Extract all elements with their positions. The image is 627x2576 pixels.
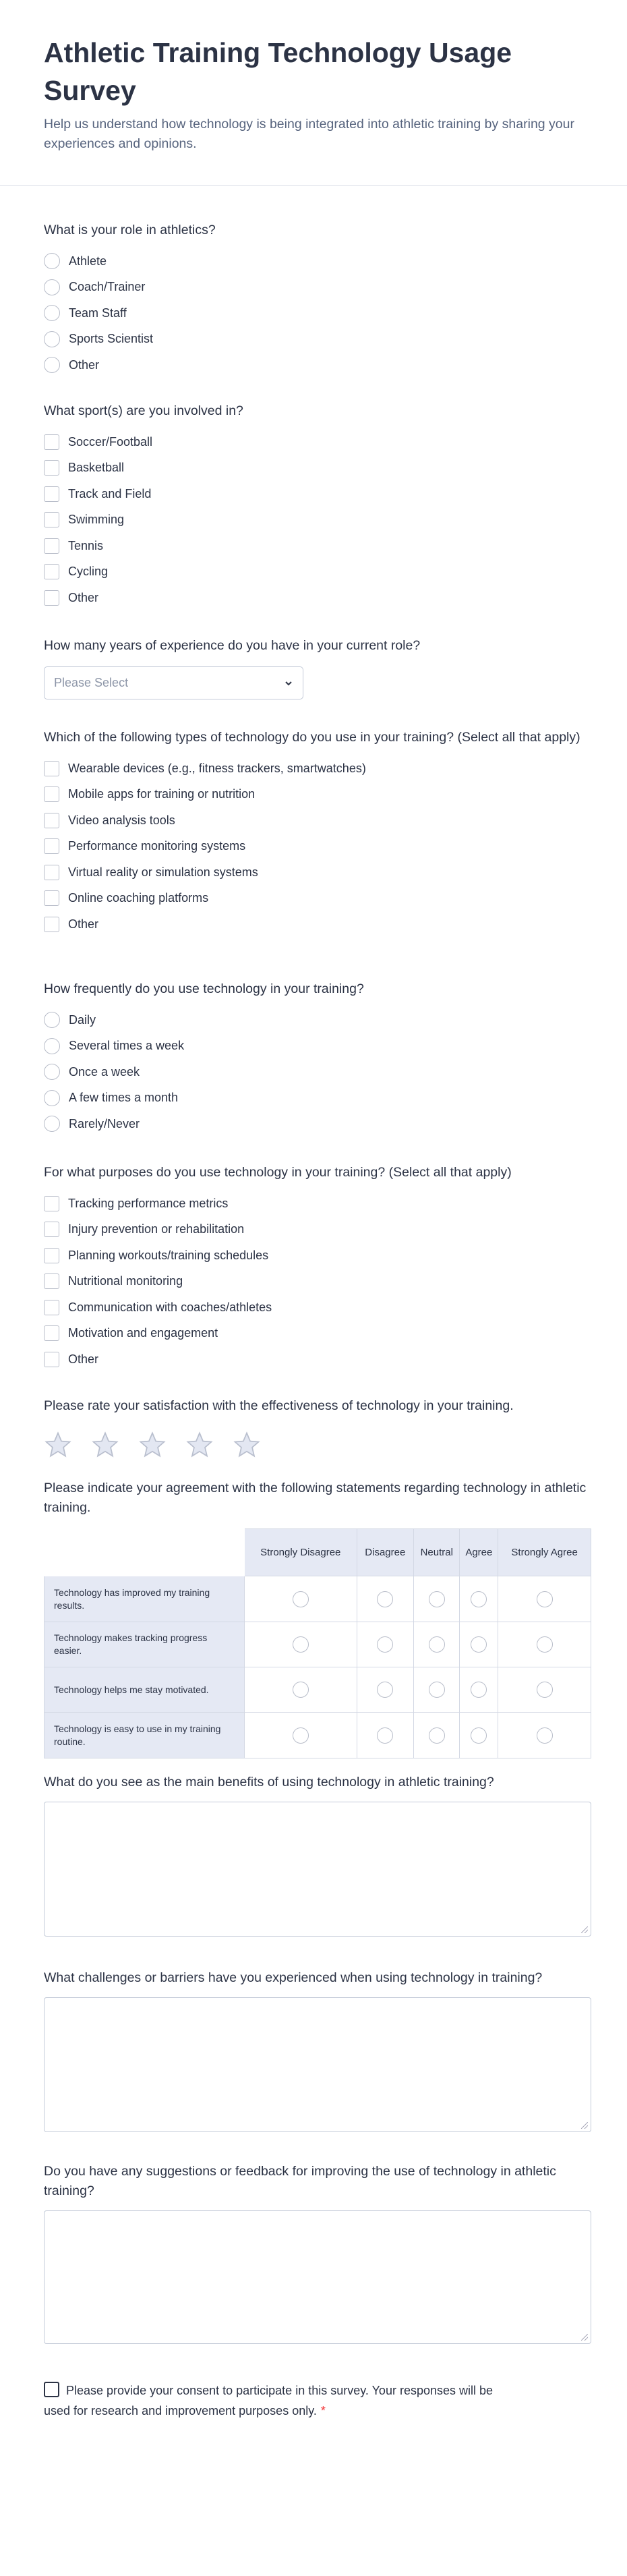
matrix-row-label: Technology helps me stay motivated.: [44, 1667, 245, 1713]
radio-button[interactable]: [537, 1591, 553, 1607]
question-label: Please rate your satisfaction with the effectiveness of technology in your training.: [44, 1398, 514, 1413]
matrix-cell[interactable]: [414, 1713, 460, 1758]
question-suggestions: [44, 2162, 591, 2344]
star-icon[interactable]: [44, 1431, 72, 1459]
radio-button[interactable]: [377, 1682, 393, 1698]
option-item[interactable]: [44, 782, 591, 808]
radio-button[interactable]: [377, 1591, 393, 1607]
option-item[interactable]: [44, 533, 591, 559]
option-label: Team Staff: [69, 306, 127, 320]
radio-button[interactable]: [44, 1090, 60, 1106]
radio-button[interactable]: [44, 1064, 60, 1080]
matrix-row: [44, 1622, 591, 1667]
matrix-cell[interactable]: [414, 1667, 460, 1713]
option-item[interactable]: [44, 859, 591, 886]
matrix-cell[interactable]: [460, 1622, 498, 1667]
matrix-row-label: Technology makes tracking progress easier.: [44, 1622, 245, 1667]
consent-checkbox[interactable]: [44, 2382, 59, 2397]
option-label: Tracking performance metrics: [68, 1196, 229, 1210]
star-icon[interactable]: [233, 1431, 261, 1459]
suggestions-textarea[interactable]: [44, 2210, 591, 2344]
matrix-cell[interactable]: [414, 1622, 460, 1667]
option-item[interactable]: [44, 585, 591, 611]
option-item[interactable]: [44, 429, 591, 455]
checkbox[interactable]: [44, 1325, 59, 1341]
question-label: Please indicate your agreement with the following statements regarding technology in athletic training.: [44, 1481, 587, 1515]
option-label: Injury prevention or rehabilitation: [68, 1222, 245, 1236]
option-label: Several times a week: [69, 1039, 185, 1053]
checkbox[interactable]: [44, 590, 59, 606]
checkbox[interactable]: [44, 1352, 59, 1367]
checkbox[interactable]: [44, 1196, 59, 1211]
star-icon[interactable]: [185, 1431, 214, 1459]
radio-button[interactable]: [429, 1636, 445, 1653]
star-icon[interactable]: [138, 1431, 167, 1459]
question-label: How many years of experience do you have in your current role?: [44, 638, 421, 653]
matrix-row-label: Technology is easy to use in my training routine.: [44, 1713, 245, 1758]
question-label: What is your role in athletics?: [44, 223, 216, 237]
matrix-cell[interactable]: [498, 1576, 591, 1622]
option-item[interactable]: [44, 1085, 591, 1112]
option-label: Motivation and engagement: [68, 1326, 218, 1340]
radio-button[interactable]: [471, 1727, 487, 1744]
matrix-row: [44, 1713, 591, 1758]
radio-button[interactable]: [537, 1682, 553, 1698]
matrix-column-header: Neutral: [414, 1528, 460, 1576]
radio-button[interactable]: [537, 1636, 553, 1653]
option-label: Basketball: [68, 461, 125, 475]
option-item[interactable]: [44, 326, 591, 353]
option-label: Online coaching platforms: [68, 891, 209, 905]
option-item[interactable]: [44, 1346, 591, 1373]
header-divider: [0, 185, 627, 186]
matrix-row-label: Technology has improved my training results.: [44, 1576, 245, 1622]
matrix-cell[interactable]: [357, 1576, 415, 1622]
matrix-cell[interactable]: [414, 1576, 460, 1622]
option-item[interactable]: [44, 1269, 591, 1295]
radio-button[interactable]: [293, 1727, 309, 1744]
option-label: Other: [68, 917, 99, 931]
radio-button[interactable]: [471, 1636, 487, 1653]
required-mark: *: [320, 2404, 326, 2417]
checkbox[interactable]: [44, 1222, 59, 1237]
question-satisfaction: [44, 1396, 591, 1459]
radio-button[interactable]: [44, 1012, 60, 1028]
option-item[interactable]: [44, 275, 591, 301]
checkbox[interactable]: [44, 890, 59, 906]
option-label: Mobile apps for training or nutrition: [68, 787, 256, 801]
matrix-column-header: Strongly Disagree: [245, 1528, 357, 1576]
checkbox[interactable]: [44, 813, 59, 828]
matrix-corner: [44, 1528, 245, 1576]
radio-button[interactable]: [471, 1591, 487, 1607]
checkbox[interactable]: [44, 538, 59, 554]
question-benefits: [44, 1773, 591, 1937]
checkbox[interactable]: [44, 564, 59, 579]
option-item[interactable]: [44, 1059, 591, 1085]
checkbox[interactable]: [44, 486, 59, 502]
option-label: Soccer/Football: [68, 434, 153, 449]
challenges-textarea[interactable]: [44, 1997, 591, 2132]
matrix-cell[interactable]: [357, 1667, 415, 1713]
question-technology-types: [44, 728, 591, 938]
option-label: Once a week: [69, 1064, 140, 1079]
question-label: What challenges or barriers have you experienced when using technology in training?: [44, 1970, 543, 1985]
option-item[interactable]: [44, 1033, 591, 1060]
question-label: What do you see as the main benefits of using technology in athletic training?: [44, 1775, 494, 1790]
option-item[interactable]: [44, 1217, 591, 1243]
option-item[interactable]: [44, 834, 591, 860]
question-experience: [44, 636, 591, 699]
star-rating: [44, 1431, 591, 1459]
consent-field: [44, 2380, 516, 2421]
option-label: Rarely/Never: [69, 1116, 140, 1130]
option-item[interactable]: [44, 1007, 591, 1033]
option-label: Tennis: [68, 538, 104, 552]
question-frequency: [44, 979, 591, 1137]
option-label: Other: [68, 590, 99, 604]
option-item[interactable]: [44, 352, 591, 378]
question-purposes: [44, 1163, 591, 1373]
resize-handle-icon[interactable]: [581, 2122, 588, 2129]
question-label: Do you have any suggestions or feedback for improving the use of technology in athletic training?: [44, 2164, 556, 2198]
checkbox[interactable]: [44, 786, 59, 802]
checkbox[interactable]: [44, 460, 59, 476]
radio-button[interactable]: [44, 1038, 60, 1054]
option-item[interactable]: [44, 1242, 591, 1269]
option-item[interactable]: [44, 455, 591, 482]
option-item[interactable]: [44, 911, 591, 938]
option-label: Coach/Trainer: [69, 280, 146, 294]
matrix-cell[interactable]: [357, 1713, 415, 1758]
radio-button[interactable]: [44, 253, 60, 269]
option-item[interactable]: [44, 481, 591, 507]
option-item[interactable]: [44, 559, 591, 585]
matrix-cell[interactable]: [245, 1622, 357, 1667]
question-role: [44, 221, 591, 378]
question-label: How frequently do you use technology in your training?: [44, 981, 364, 996]
radio-button[interactable]: [293, 1591, 309, 1607]
matrix-column-header: Strongly Agree: [498, 1528, 591, 1576]
checkbox[interactable]: [44, 1300, 59, 1315]
radio-button[interactable]: [377, 1727, 393, 1744]
radio-button[interactable]: [44, 357, 60, 373]
matrix-cell[interactable]: [498, 1622, 591, 1667]
radio-button[interactable]: [44, 331, 60, 347]
radio-button[interactable]: [293, 1636, 309, 1653]
radio-button[interactable]: [471, 1682, 487, 1698]
matrix-column-header: Disagree: [357, 1528, 415, 1576]
question-agreement: [44, 1479, 591, 1758]
checkbox[interactable]: [44, 761, 59, 776]
option-label: Virtual reality or simulation systems: [68, 865, 258, 879]
option-label: Planning workouts/training schedules: [68, 1248, 269, 1262]
matrix-column-header: Agree: [460, 1528, 498, 1576]
option-label: Athlete: [69, 254, 107, 268]
option-label: Wearable devices (e.g., fitness trackers, smartwatches): [68, 761, 366, 775]
checkbox[interactable]: [44, 917, 59, 932]
option-label: Nutritional monitoring: [68, 1274, 183, 1288]
option-label: Daily: [69, 1012, 96, 1027]
option-item[interactable]: [44, 1111, 591, 1137]
star-icon[interactable]: [91, 1431, 119, 1459]
select-placeholder: Please Select: [54, 676, 129, 689]
matrix-cell[interactable]: [460, 1576, 498, 1622]
option-label: Communication with coaches/athletes: [68, 1300, 272, 1314]
option-label: Track and Field: [68, 486, 152, 500]
checkbox[interactable]: [44, 434, 59, 450]
radio-button[interactable]: [44, 1116, 60, 1132]
question-label: For what purposes do you use technology in your training? (Select all that apply): [44, 1165, 512, 1180]
option-item[interactable]: [44, 807, 591, 834]
matrix-row: [44, 1667, 591, 1713]
consent-label: Please provide your consent to participate in this survey. Your responses will be used for research and improvement purposes only.: [44, 2384, 494, 2417]
matrix-cell[interactable]: [357, 1622, 415, 1667]
option-label: Cycling: [68, 565, 109, 579]
option-item[interactable]: [44, 1321, 591, 1347]
radio-button[interactable]: [429, 1682, 445, 1698]
radio-button[interactable]: [537, 1727, 553, 1744]
option-label: Sports Scientist: [69, 332, 154, 346]
form-header: [44, 34, 583, 154]
radio-button[interactable]: [44, 279, 60, 295]
checkbox[interactable]: [44, 865, 59, 880]
checkbox[interactable]: [44, 1273, 59, 1289]
checkbox[interactable]: [44, 1248, 59, 1263]
checkbox[interactable]: [44, 512, 59, 527]
matrix-cell[interactable]: [245, 1576, 357, 1622]
option-item[interactable]: [44, 248, 591, 275]
option-label: Performance monitoring systems: [68, 839, 246, 853]
matrix-cell[interactable]: [498, 1713, 591, 1758]
matrix-cell[interactable]: [245, 1667, 357, 1713]
question-challenges: [44, 1968, 591, 2132]
matrix-cell[interactable]: [498, 1667, 591, 1713]
agreement-matrix: [44, 1528, 591, 1758]
option-item[interactable]: [44, 507, 591, 534]
radio-button[interactable]: [429, 1727, 445, 1744]
matrix-cell[interactable]: [460, 1667, 498, 1713]
option-label: Other: [69, 357, 100, 372]
radio-button[interactable]: [429, 1591, 445, 1607]
radio-button[interactable]: [44, 305, 60, 321]
option-label: Swimming: [68, 513, 125, 527]
radio-button[interactable]: [293, 1682, 309, 1698]
question-label: What sport(s) are you involved in?: [44, 403, 243, 418]
option-item[interactable]: [44, 886, 591, 912]
option-item[interactable]: [44, 755, 591, 782]
benefits-textarea[interactable]: [44, 1802, 591, 1937]
checkbox[interactable]: [44, 838, 59, 854]
option-item[interactable]: [44, 1191, 591, 1217]
matrix-cell[interactable]: [245, 1713, 357, 1758]
question-sports: [44, 401, 591, 611]
option-item[interactable]: [44, 300, 591, 326]
option-label: Video analysis tools: [68, 813, 175, 827]
resize-handle-icon[interactable]: [581, 2334, 588, 2341]
resize-handle-icon[interactable]: [581, 1926, 588, 1933]
matrix-row: [44, 1576, 591, 1622]
page-subtitle: Help us understand how technology is being integrated into athletic training by sharing your experiences and opinions.: [44, 117, 574, 151]
experience-select[interactable]: [44, 666, 303, 699]
matrix-cell[interactable]: [460, 1713, 498, 1758]
radio-button[interactable]: [377, 1636, 393, 1653]
option-label: A few times a month: [69, 1091, 179, 1105]
question-label: Which of the following types of technology do you use in your training? (Select all that apply): [44, 730, 580, 745]
chevron-down-icon: [284, 679, 293, 688]
option-label: Other: [68, 1352, 99, 1366]
page-title: Athletic Training Technology Usage Survey: [44, 37, 512, 106]
option-item[interactable]: [44, 1294, 591, 1321]
